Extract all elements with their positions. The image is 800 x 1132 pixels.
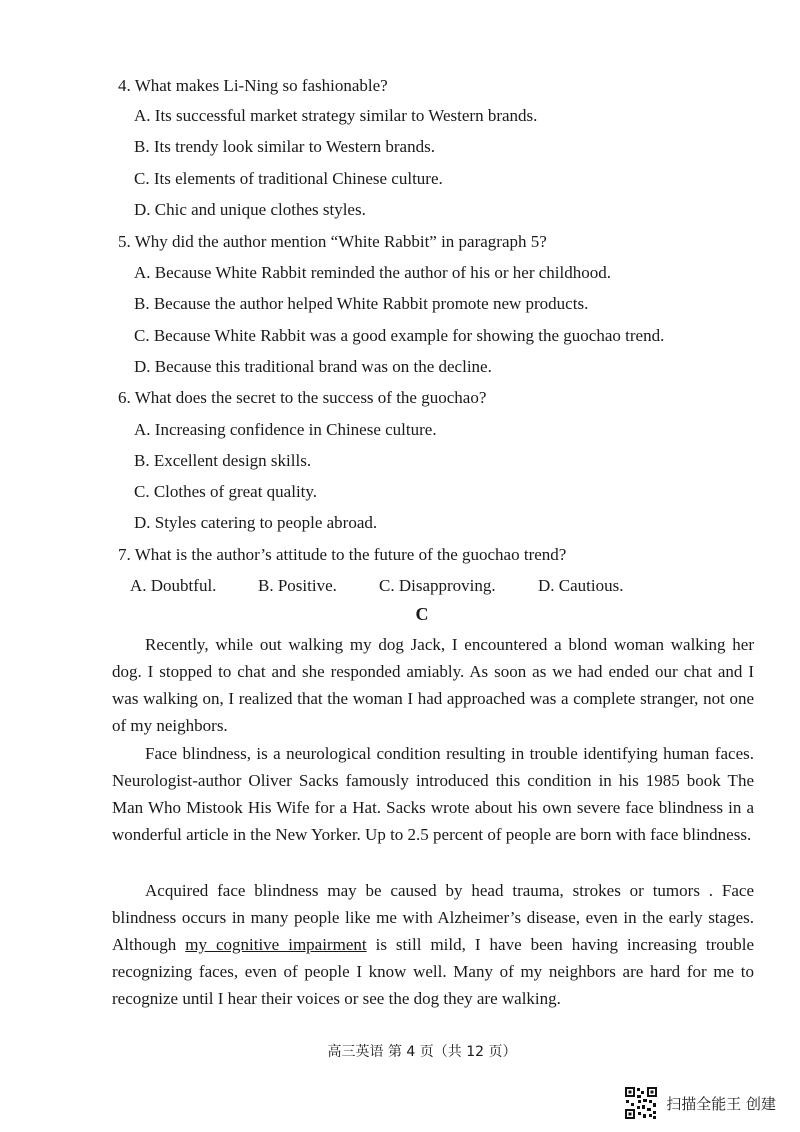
question-4-option-c: C. Its elements of traditional Chinese culture.	[134, 169, 443, 188]
passage-paragraph-1: Recently, while out walking my dog Jack, I encountered a blond woman walking her dog. I stopped to chat and she responded amiably. As soon as we had ended our chat and I was walking on, I realized that the woman I had approached was a complete stranger, not one of my neighbors.	[112, 635, 754, 735]
question-7-option-d: D. Cautious.	[538, 576, 624, 595]
page-footer: 高三英语 第 4 页（共 12 页）	[327, 1044, 517, 1060]
paragraph-3-text-before: Acquired face blindness may be caused by head trauma, strokes or tumors . Face blindness occurs in many people like me with Alzheimer’s disease, even in the early stages. Although	[112, 881, 754, 954]
question-4-option-b: B. Its trendy look similar to Western brands.	[134, 137, 435, 156]
question-4-stem: 4. What makes Li-Ning so fashionable?	[118, 76, 388, 95]
underlined-phrase: my cognitive impairment	[185, 935, 367, 954]
question-6-stem: 6. What does the secret to the success of the guochao?	[118, 388, 487, 407]
scanner-watermark	[624, 1086, 776, 1120]
section-label: C	[415, 604, 429, 624]
qr-code-icon	[624, 1086, 658, 1120]
passage-paragraph-2: Face blindness, is a neurological condition resulting in trouble identifying human faces. Neurologist-author Oliver Sacks famously introduced this condition in his 1985 book The Man Who Mistook His Wife for a Hat. Sacks wrote about his own severe face blindness in a wonderful article in the New Yorker. Up to 2.5 percent of people are born with face blindness.	[112, 744, 754, 844]
question-5-option-c: C. Because White Rabbit was a good example for showing the guochao trend.	[134, 326, 665, 345]
question-6-option-a: A. Increasing confidence in Chinese culture.	[134, 420, 437, 439]
question-5-option-d: D. Because this traditional brand was on the decline.	[134, 357, 492, 376]
question-7-option-a: A. Doubtful.	[130, 576, 217, 595]
question-6-option-b: B. Excellent design skills.	[134, 451, 312, 470]
passage-paragraph-3	[112, 877, 754, 1012]
question-4-option-d: D. Chic and unique clothes styles.	[134, 200, 366, 219]
question-5-option-b: B. Because the author helped White Rabbit promote new products.	[134, 294, 589, 313]
question-5-option-a: A. Because White Rabbit reminded the author of his or her childhood.	[134, 263, 611, 282]
watermark-label: 扫描全能王 创建	[666, 1094, 776, 1113]
question-5-stem: 5. Why did the author mention “White Rabbit” in paragraph 5?	[118, 232, 547, 251]
question-6-option-d: D. Styles catering to people abroad.	[134, 513, 378, 532]
paragraph-3-text-after: is still mild, I have been having increasing trouble recognizing faces, even of people I know well. Many of my neighbors are hard for me to recognize until I hear their voices or see the dog they are walking.	[112, 935, 754, 1008]
question-4-option-a: A. Its successful market strategy similar to Western brands.	[134, 106, 538, 125]
question-7-option-b: B. Positive.	[258, 576, 337, 595]
question-7-stem: 7. What is the author’s attitude to the future of the guochao trend?	[118, 545, 567, 564]
question-7-option-c: C. Disapproving.	[379, 576, 496, 595]
question-6-option-c: C. Clothes of great quality.	[134, 482, 318, 501]
